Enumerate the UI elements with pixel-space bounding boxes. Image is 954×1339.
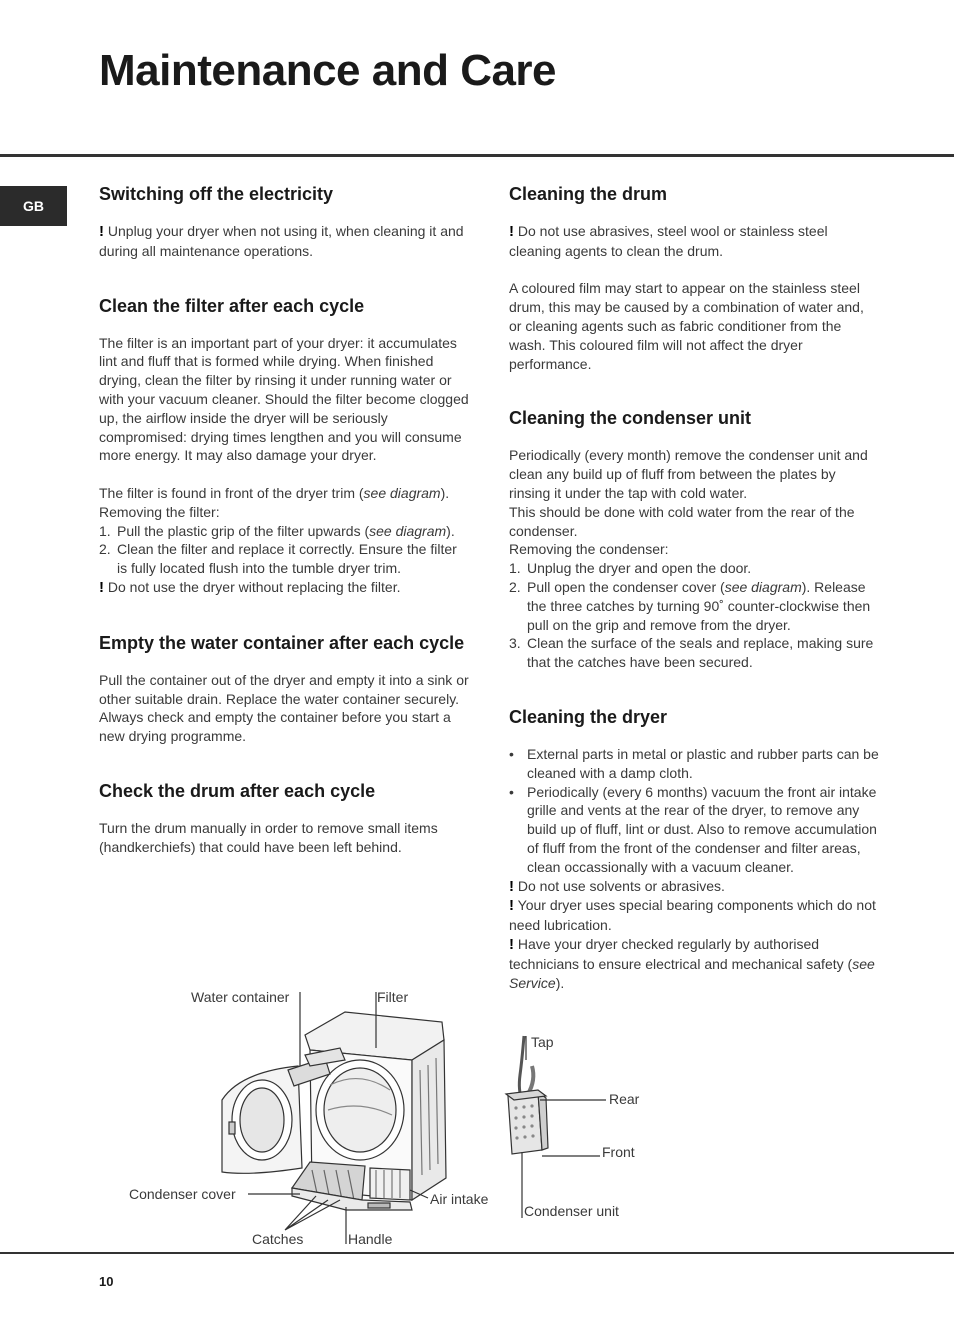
list-item: 1. Pull the plastic grip of the filter upwards (see diagram). [99, 522, 455, 539]
removing-condenser-label: Removing the condenser: [509, 541, 669, 558]
warning-icon: ! [509, 877, 514, 895]
bullet-icon: • [509, 745, 514, 762]
label-filter: Filter [377, 989, 409, 1005]
list-item: 2. Pull open the condenser cover (see diagram). Release the three catches by turning 90˚ counter-clockwise then pull on the grip and remove from the dryer. [509, 578, 871, 633]
section-text: ! Do not use abrasives, steel wool or stainless steel cleaning agents to clean the drum. [509, 223, 828, 259]
section-heading: Empty the water container after each cycle [99, 632, 465, 653]
section-text: ! Do not use the dryer without replacing the filter. [99, 578, 401, 596]
language-tab: GB [0, 186, 67, 226]
label-condenser-unit: Condenser unit [524, 1203, 619, 1219]
section-heading: Switching off the electricity [99, 184, 334, 204]
label-air-intake: Air intake [430, 1191, 489, 1207]
bullet-icon: • [509, 783, 514, 800]
label-rear: Rear [609, 1091, 640, 1107]
page-number: 10 [99, 1274, 114, 1289]
section-text: The filter is found in front of the dryer trim (see diagram). [99, 484, 450, 501]
label-catches: Catches [252, 1231, 304, 1247]
section-text: Turn the drum manually in order to remove small items (handkerchiefs) that could have been left behind. [99, 819, 438, 855]
label-condenser-cover: Condenser cover [129, 1186, 236, 1202]
section-text: The filter is an important part of your dryer: it accumulates lint and fluff that is formed while drying. When finished drying, clean the filter by rinsing it under running water or with your vacuum cleaner. Should the filter become clogged up, the airflow inside the dryer will be seriously compromised: drying times lengthen and you will consume more energy. It may also damage your dryer. [99, 334, 469, 464]
section-heading: Cleaning the drum [509, 184, 668, 204]
removing-filter-label: Removing the filter: [99, 503, 220, 520]
list-item: 2. Clean the filter and replace it correctly. Ensure the filter is fully located flush into the tumble dryer trim. [99, 541, 457, 577]
section-text: Pull the container out of the dryer and empty it into a sink or other suitable drain. Replace the water container securely. Always check and empty the container before you start a new drying programme. [99, 671, 469, 745]
list-item: 1. Unplug the dryer and open the door. [509, 560, 752, 577]
label-handle: Handle [348, 1231, 393, 1247]
warning-line: ! Your dryer uses special bearing components which do not need lubrication. [509, 897, 876, 934]
section-heading: Check the drum after each cycle [99, 780, 376, 801]
section-text: This should be done with cold water from the rear of the condenser. [509, 503, 855, 539]
section-heading: Clean the filter after each cycle [99, 295, 365, 316]
list-item: • Periodically (every 6 months) vacuum the front air intake grille and vents at the rear of the dryer, to remove any build up of fluff, lint or dust. Also to remove accumulation of fluff from the front of the condenser and filter areas, clean occassionally with a vacuum cleaner. [509, 783, 877, 875]
condenser-unit-illustration [506, 1036, 548, 1154]
section-heading: Cleaning the condenser unit [509, 408, 752, 429]
see-diagram-reference: see diagram [724, 578, 802, 595]
list-item: • External parts in metal or plastic and rubber parts can be cleaned with a damp cloth. [509, 745, 879, 781]
warning-icon: ! [509, 935, 514, 953]
warning-icon: ! [509, 223, 514, 240]
warning-text: Unplug your dryer when not using it, when cleaning it and during all maintenance operations. [99, 223, 464, 259]
label-water-container: Water container [191, 989, 290, 1005]
section-text: Periodically (every month) remove the condenser unit and clean any build up of fluff from between the plates by rinsing it under the tap with cold water. [509, 447, 868, 501]
section-text: A coloured film may start to appear on the stainless steel drum, this may be caused by a combination of water and, or cleaning agents such as fabric conditioner from the wash. This coloured film will not affect the dryer performance. [509, 280, 864, 372]
label-tap: Tap [531, 1034, 554, 1050]
see-diagram-reference: see diagram [363, 484, 441, 501]
dryer-illustration [222, 1012, 446, 1210]
warning-icon: ! [99, 223, 104, 240]
page-title: Maintenance and Care [99, 46, 557, 95]
label-front: Front [602, 1144, 635, 1160]
list-item: 3. Clean the surface of the seals and replace, making sure that the catches have been secured. [509, 635, 874, 671]
warning-icon: ! [509, 897, 514, 915]
warning-icon: ! [99, 578, 104, 596]
warning-line: ! Do not use solvents or abrasives. [509, 877, 725, 895]
see-service-reference: see Service [509, 955, 875, 991]
warning-line: ! Have your dryer checked regularly by authorised technicians to ensure electrical and mechanical safety (see Service). [509, 935, 875, 991]
bottom-rule [0, 1252, 954, 1254]
section-heading: Cleaning the dryer [509, 706, 668, 727]
